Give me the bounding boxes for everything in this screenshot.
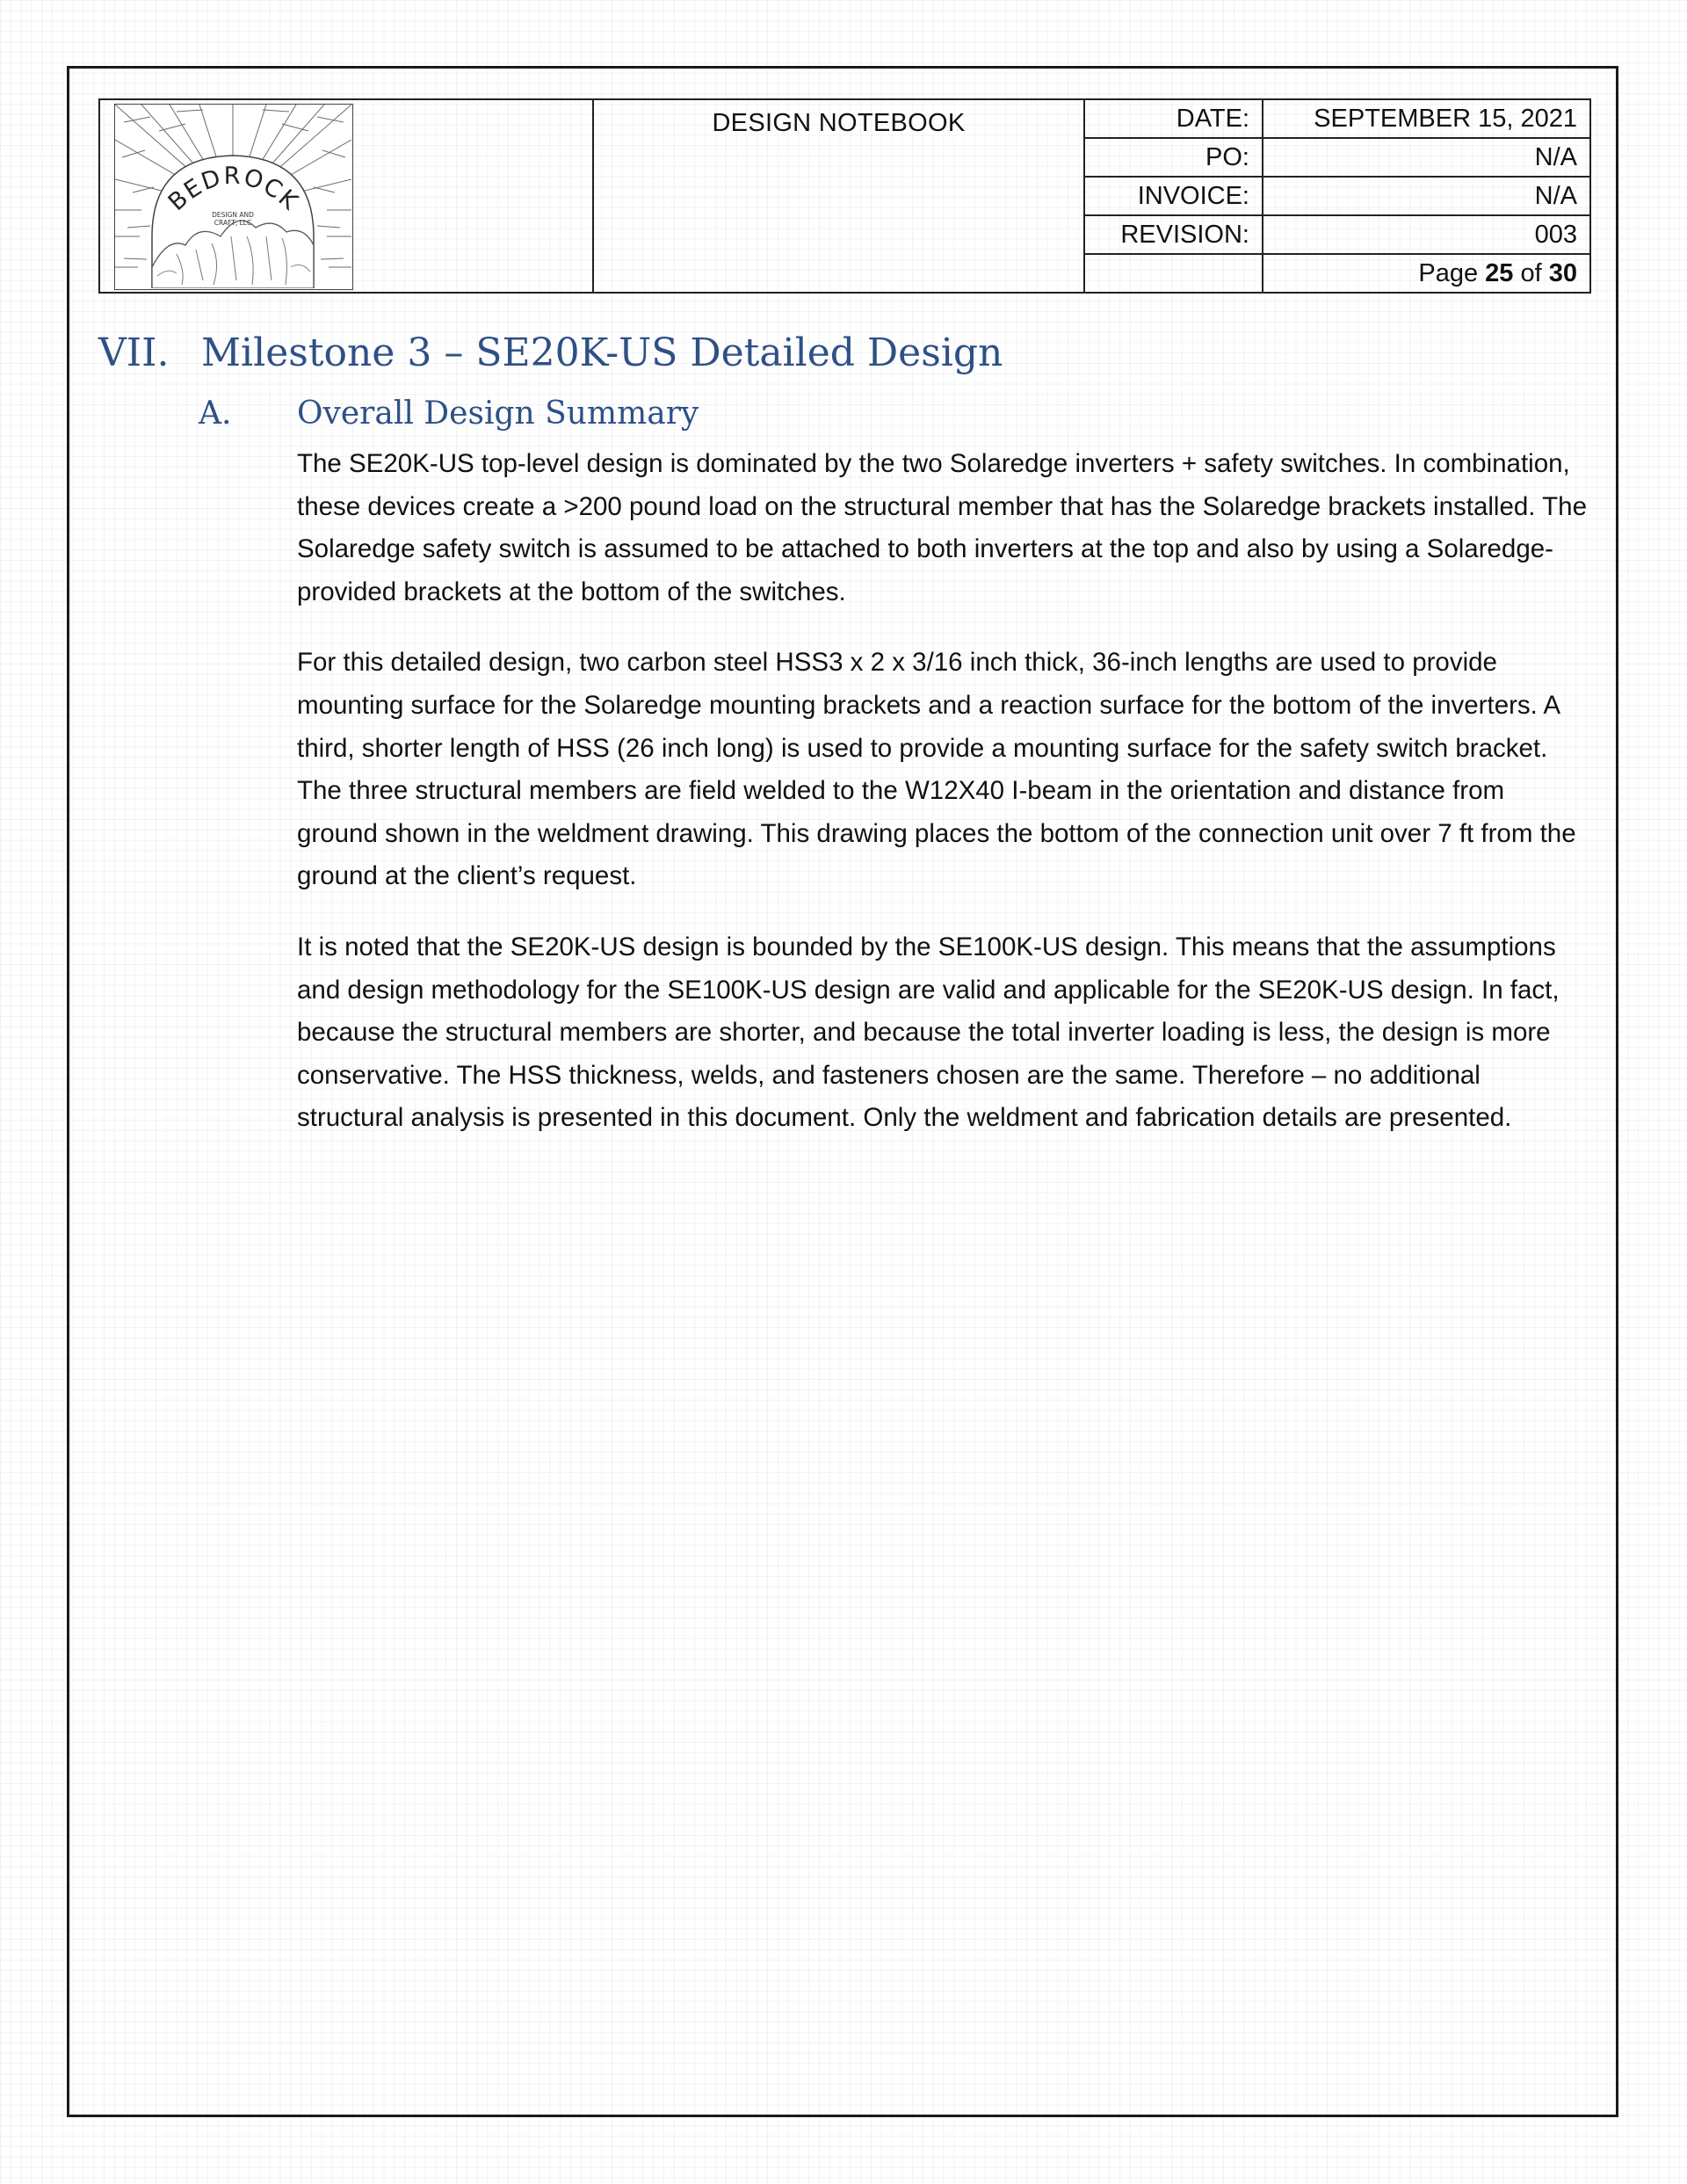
invoice-value: N/A bbox=[1263, 177, 1590, 215]
notebook-title: DESIGN NOTEBOOK bbox=[712, 109, 966, 137]
title-cell bbox=[592, 98, 1085, 294]
page-word: Page bbox=[1418, 258, 1479, 287]
subsection-title: Overall Design Summary bbox=[297, 395, 699, 432]
paragraph: For this detailed design, two carbon steel HSS3 x 2 x 3/16 inch thick, 36-inch lengths are used to provide mounting surface for the Solaredge mounting brackets and a reaction surface for the bottom of the inverters. A third, shorter length of HSS (26 inch long) is used to provide a mounting surface for the safety switch bracket. The three structural members are field welded to the W12X40 I-beam in the orientation and distance from ground shown in the weldment drawing. This drawing places the bottom of the connection unit over 7 ft from the ground at the client’s request. bbox=[297, 648, 1576, 891]
page-current: 25 bbox=[1485, 258, 1514, 287]
company-logo bbox=[114, 104, 353, 290]
subsection-heading bbox=[199, 395, 699, 432]
section-heading bbox=[98, 330, 1003, 375]
date-row bbox=[1084, 99, 1590, 138]
body-text bbox=[297, 443, 1589, 1168]
logo-cell bbox=[98, 98, 594, 294]
revision-label: REVISION: bbox=[1084, 215, 1263, 254]
page-number bbox=[1263, 254, 1590, 293]
invoice-row bbox=[1084, 177, 1590, 215]
logo-subline-1: DESIGN AND bbox=[212, 211, 254, 219]
po-value: N/A bbox=[1263, 138, 1590, 177]
paragraph: It is noted that the SE20K-US design is bounded by the SE100K-US design. This means that the assumptions and design methodology for the SE100K-US design are valid and applicable for the SE20K-US design. In fact, because the structural members are shorter, and because the total inverter loading is less, the design is more conservative. The HSS thickness, welds, and fasteners chosen are the same. Therefore – no additional structural analysis is presented in this document. Only the weldment and fabrication details are presented. bbox=[297, 932, 1560, 1133]
paragraph: The SE20K-US top-level design is dominated by the two Solaredge inverters + safety switches. In combination, these devices create a >200 pound load on the structural member that has the Solaredge brackets installed. The Solaredge safety switch is assumed to be attached to both inverters at the top and also by using a Solaredge-provided brackets at the bottom of the switches. bbox=[297, 449, 1587, 606]
date-value: SEPTEMBER 15, 2021 bbox=[1263, 99, 1590, 138]
page-of: of bbox=[1520, 258, 1542, 287]
logo-subline-2: CRAFT, LLC bbox=[214, 219, 252, 227]
subsection-number: A. bbox=[199, 395, 232, 432]
po-row bbox=[1084, 138, 1590, 177]
document-header bbox=[98, 98, 1589, 294]
section-number: VII. bbox=[98, 330, 170, 375]
date-label: DATE: bbox=[1084, 99, 1263, 138]
page-row-blank bbox=[1084, 254, 1263, 293]
revision-row bbox=[1084, 215, 1590, 254]
page-total: 30 bbox=[1548, 258, 1577, 287]
page-row bbox=[1084, 254, 1590, 293]
invoice-label: INVOICE: bbox=[1084, 177, 1263, 215]
logo-artwork bbox=[115, 105, 351, 288]
logo-brand-text: BEDROCK bbox=[163, 162, 304, 217]
section-title: Milestone 3 – SE20K-US Detailed Design bbox=[201, 330, 1003, 375]
revision-value: 003 bbox=[1263, 215, 1590, 254]
document-info-table bbox=[1083, 98, 1591, 294]
po-label: PO: bbox=[1084, 138, 1263, 177]
